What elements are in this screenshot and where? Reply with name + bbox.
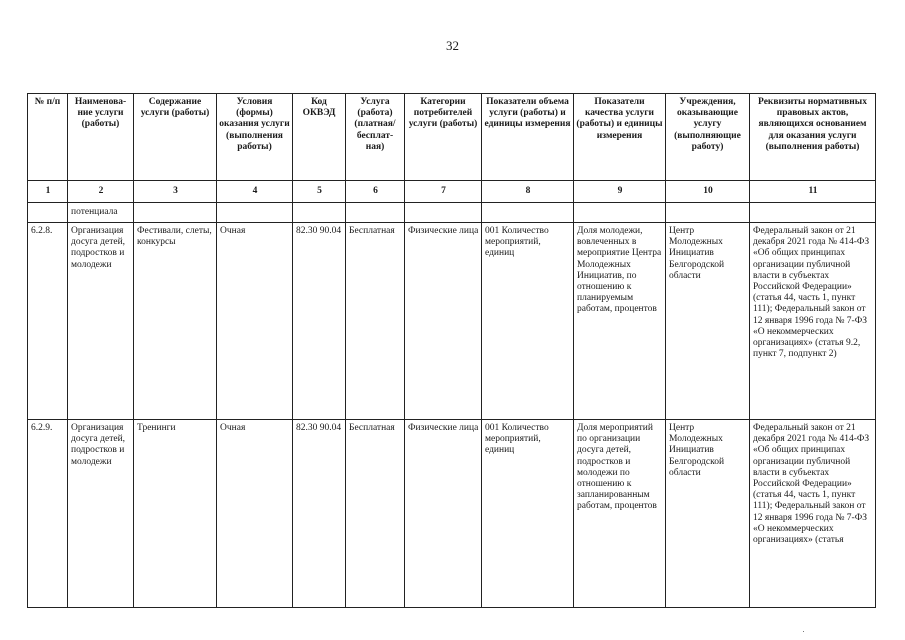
consumer-category: Физические лица: [405, 420, 482, 608]
header-cell-volume: Показатели объема услуги (работы) и единицы измерения: [482, 94, 574, 181]
institution: Центр Молодежных Инициатив Белгородской области: [666, 223, 750, 420]
service-conditions: Очная: [217, 420, 293, 608]
column-number-row: [28, 181, 876, 203]
column-number: 11: [750, 181, 876, 203]
continuation-row: [28, 203, 876, 223]
services-table: [27, 93, 876, 608]
empty-cell: [134, 203, 217, 223]
paid-status: Бесплатная: [346, 223, 405, 420]
service-name: Организация досуга детей, подростков и молодежи: [68, 420, 134, 608]
column-number: 3: [134, 181, 217, 203]
service-name: Организация досуга детей, подростков и молодежи: [68, 223, 134, 420]
table-row: [28, 420, 876, 608]
legal-acts: Федеральный закон от 21 декабря 2021 года № 414-ФЗ «Об общих принципах организации публичной власти в субъектах Российской Федерации» (статья 44, часть 1, пункт 111); Федеральный закон от 12 января 1996 года № 7-ФЗ «О некоммерческих организациях» (статья 9.2, пункт 7, подпункт 2): [750, 223, 876, 420]
header-cell-quality: Показатели качества услуги (работы) и единицы измерения: [574, 94, 666, 181]
header-cell-name: Наименова-ние услуги (работы): [68, 94, 134, 181]
empty-cell: [574, 203, 666, 223]
column-number: 10: [666, 181, 750, 203]
header-cell-paid: Услуга (работа) (платная/ бесплат-ная): [346, 94, 405, 181]
quality-indicator: Доля мероприятий по организации досуга детей, подростков и молодежи по отношению к запланированным работам, процентов: [574, 420, 666, 608]
okved-code: 82.30 90.04: [293, 420, 346, 608]
header-cell-content: Содержание услуги (работы): [134, 94, 217, 181]
column-number: 7: [405, 181, 482, 203]
page-number: 32: [446, 38, 459, 53]
legal-acts: Федеральный закон от 21 декабря 2021 года № 414-ФЗ «Об общих принципах организации публичной власти в субъектах Российской Федерации» (статья 44, часть 1, пункт 111); Федеральный закон от 12 января 1996 года № 7-ФЗ «О некоммерческих организациях» (статья: [750, 420, 876, 608]
table-row: [28, 223, 876, 420]
service-content: Фестивали, слеты, конкурсы: [134, 223, 217, 420]
header-cell-conditions: Условия (формы) оказания услуги (выполнения работы): [217, 94, 293, 181]
empty-cell: [666, 203, 750, 223]
consumer-category: Физические лица: [405, 223, 482, 420]
header-row: [28, 94, 876, 181]
row-number: 6.2.9.: [28, 420, 68, 608]
quality-indicator: Доля молодежи, вовлеченных в мероприятие Центра Молодежных Инициатив, по отношению к планируемым работам, процентов: [574, 223, 666, 420]
empty-cell: [346, 203, 405, 223]
empty-cell: [750, 203, 876, 223]
scan-speck: [803, 631, 804, 632]
column-number: 1: [28, 181, 68, 203]
paid-status: Бесплатная: [346, 420, 405, 608]
empty-cell: [293, 203, 346, 223]
header-cell-num: № п/п: [28, 94, 68, 181]
column-number: 9: [574, 181, 666, 203]
empty-cell: [217, 203, 293, 223]
empty-cell: [482, 203, 574, 223]
continuation-text: потенциала: [68, 203, 134, 223]
volume-indicator: 001 Количество мероприятий, единиц: [482, 420, 574, 608]
service-conditions: Очная: [217, 223, 293, 420]
header-cell-legal: Реквизиты нормативных правовых актов, являющихся основанием для оказания услуги (выполнения работы): [750, 94, 876, 181]
okved-code: 82.30 90.04: [293, 223, 346, 420]
header-cell-institution: Учреждения, оказывающие услугу (выполняющие работу): [666, 94, 750, 181]
column-number: 8: [482, 181, 574, 203]
institution: Центр Молодежных Инициатив Белгородской области: [666, 420, 750, 608]
service-content: Тренинги: [134, 420, 217, 608]
column-number: 6: [346, 181, 405, 203]
column-number: 2: [68, 181, 134, 203]
empty-cell: [405, 203, 482, 223]
row-number: 6.2.8.: [28, 223, 68, 420]
column-number: 4: [217, 181, 293, 203]
empty-cell: [28, 203, 68, 223]
volume-indicator: 001 Количество мероприятий, единиц: [482, 223, 574, 420]
header-cell-consumers: Категории потребителей услуги (работы): [405, 94, 482, 181]
header-cell-okved: Код ОКВЭД: [293, 94, 346, 181]
column-number: 5: [293, 181, 346, 203]
